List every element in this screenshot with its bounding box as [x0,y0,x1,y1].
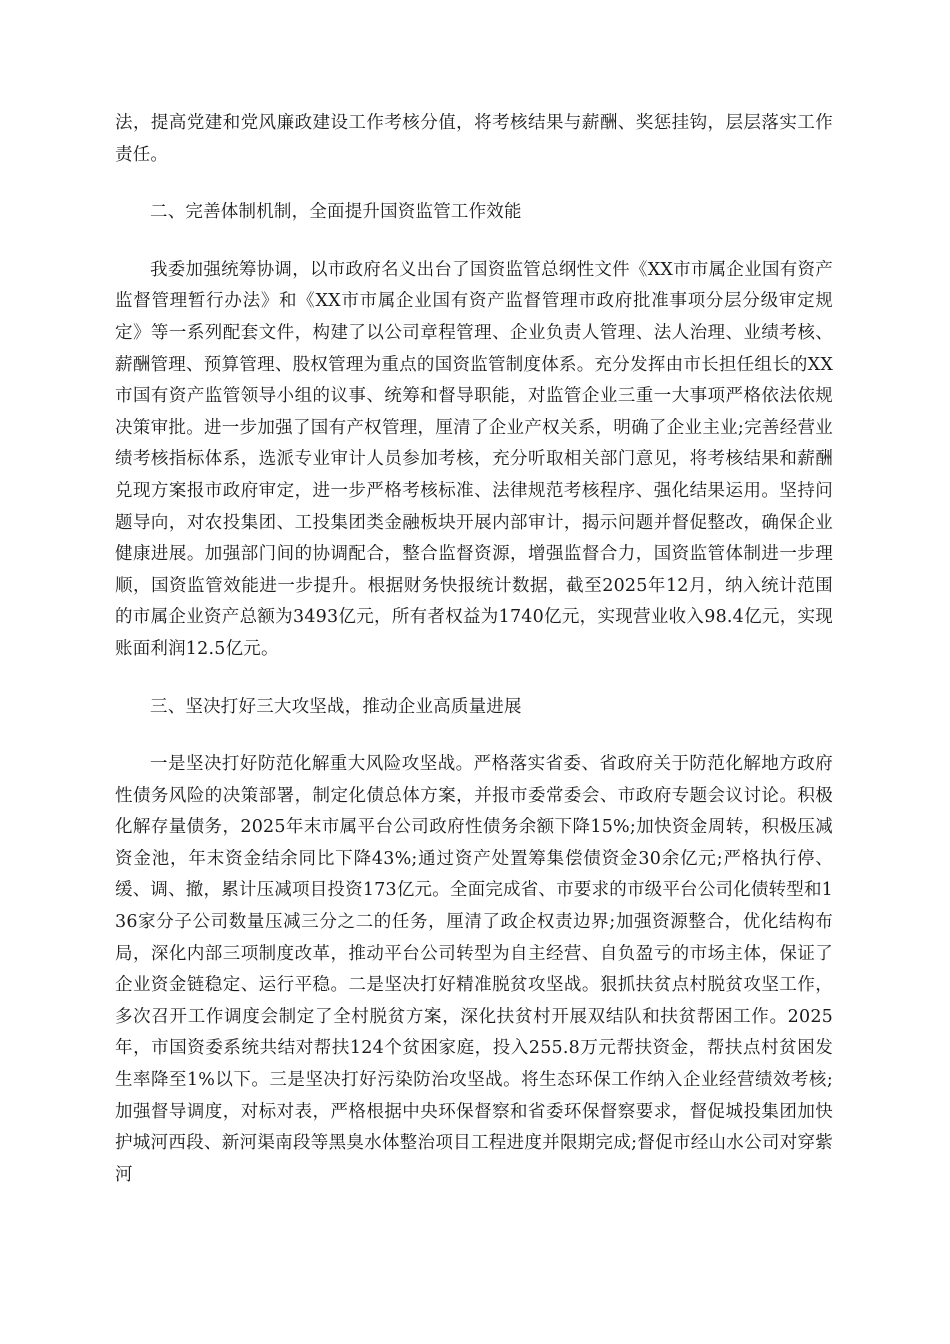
section-3-body: 一是坚决打好防范化解重大风险攻坚战。严格落实省委、省政府关于防范化解地方政府性债务风险的决策部署，制定化债总体方案，并报市委常委会、市政府专题会议讨论。积极化解存量债务，2025年末市属平台公司政府性债务余额下降15%;加快资金周转，积极压减资金池，年末资金结余同比下降43%;通过资产处置筹集偿债资金30余亿元;严格执行停、缓、调、撤，累计压减项目投资173亿元。全面完成省、市要求的市级平台公司化债转型和136家分子公司数量压减三分之二的任务，厘清了政企权责边界;加强资源整合，优化结构布局，深化内部三项制度改革，推动平台公司转型为自主经营、自负盈亏的市场主体，保证了企业资金链稳定、运行平稳。二是坚决打好精准脱贫攻坚战。狠抓扶贫点村脱贫攻坚工作，多次召开工作调度会制定了全村脱贫方案，深化扶贫村开展双结队和扶贫帮困工作。2025年，市国资委系统共结对帮扶124个贫困家庭，投入255.8万元帮扶资金，帮扶点村贫困发生率降至1%以下。三是坚决打好污染防治攻坚战。将生态环保工作纳入企业经营绩效考核;加强督导调度，对标对表，严格根据中央环保督察和省委环保督察要求，督促城投集团加快护城河西段、新河渠南段等黑臭水体整治项目工程进度并限期完成;督促市经山水公司对穿紫河 [115,754,833,1185]
section-2-body: 我委加强统筹协调，以市政府名义出台了国资监管总纲性文件《XX市市属企业国有资产监督管理暂行办法》和《XX市市属企业国有资产监督管理市政府批准事项分层分级审定规定》等一系列配套文件，构建了以公司章程管理、企业负责人管理、法人治理、业绩考核、薪酬管理、预算管理、股权管理为重点的国资监管制度体系。充分发挥由市长担任组长的XX市国有资产监管领导小组的议事、统筹和督导职能，对监管企业三重一大事项严格依法依规决策审批。进一步加强了国有产权管理，厘清了企业产权关系，明确了企业主业;完善经营业绩考核指标体系，选派专业审计人员参加考核，充分听取相关部门意见，将考核结果和薪酬兑现方案报市政府审定，进一步严格考核标准、法律规范考核程序、强化结果运用。坚持问题导向，对农投集团、工投集团类金融板块开展内部审计，揭示问题并督促整改，确保企业健康进展。加强部门间的协调配合，整合监督资源，增强监督合力，国资监管体制进一步理顺，国资监管效能进一步提升。根据财务快报统计数据，截至2025年12月，纳入统计范围的市属企业资产总额为3493亿元，所有者权益为1740亿元，实现营业收入98.4亿元，实现账面利润12.5亿元。 [115,259,833,659]
section-3-heading: 三、坚决打好三大攻坚战，推动企业高质量进展 [150,696,522,717]
continuation-paragraph: 法，提高党建和党风廉政建设工作考核分值，将考核结果与薪酬、奖惩挂钩，层层落实工作责任。 [115,113,833,165]
document-page [115,108,833,1191]
section-2-heading: 二、完善体制机制，全面提升国资监管工作效能 [150,202,522,223]
